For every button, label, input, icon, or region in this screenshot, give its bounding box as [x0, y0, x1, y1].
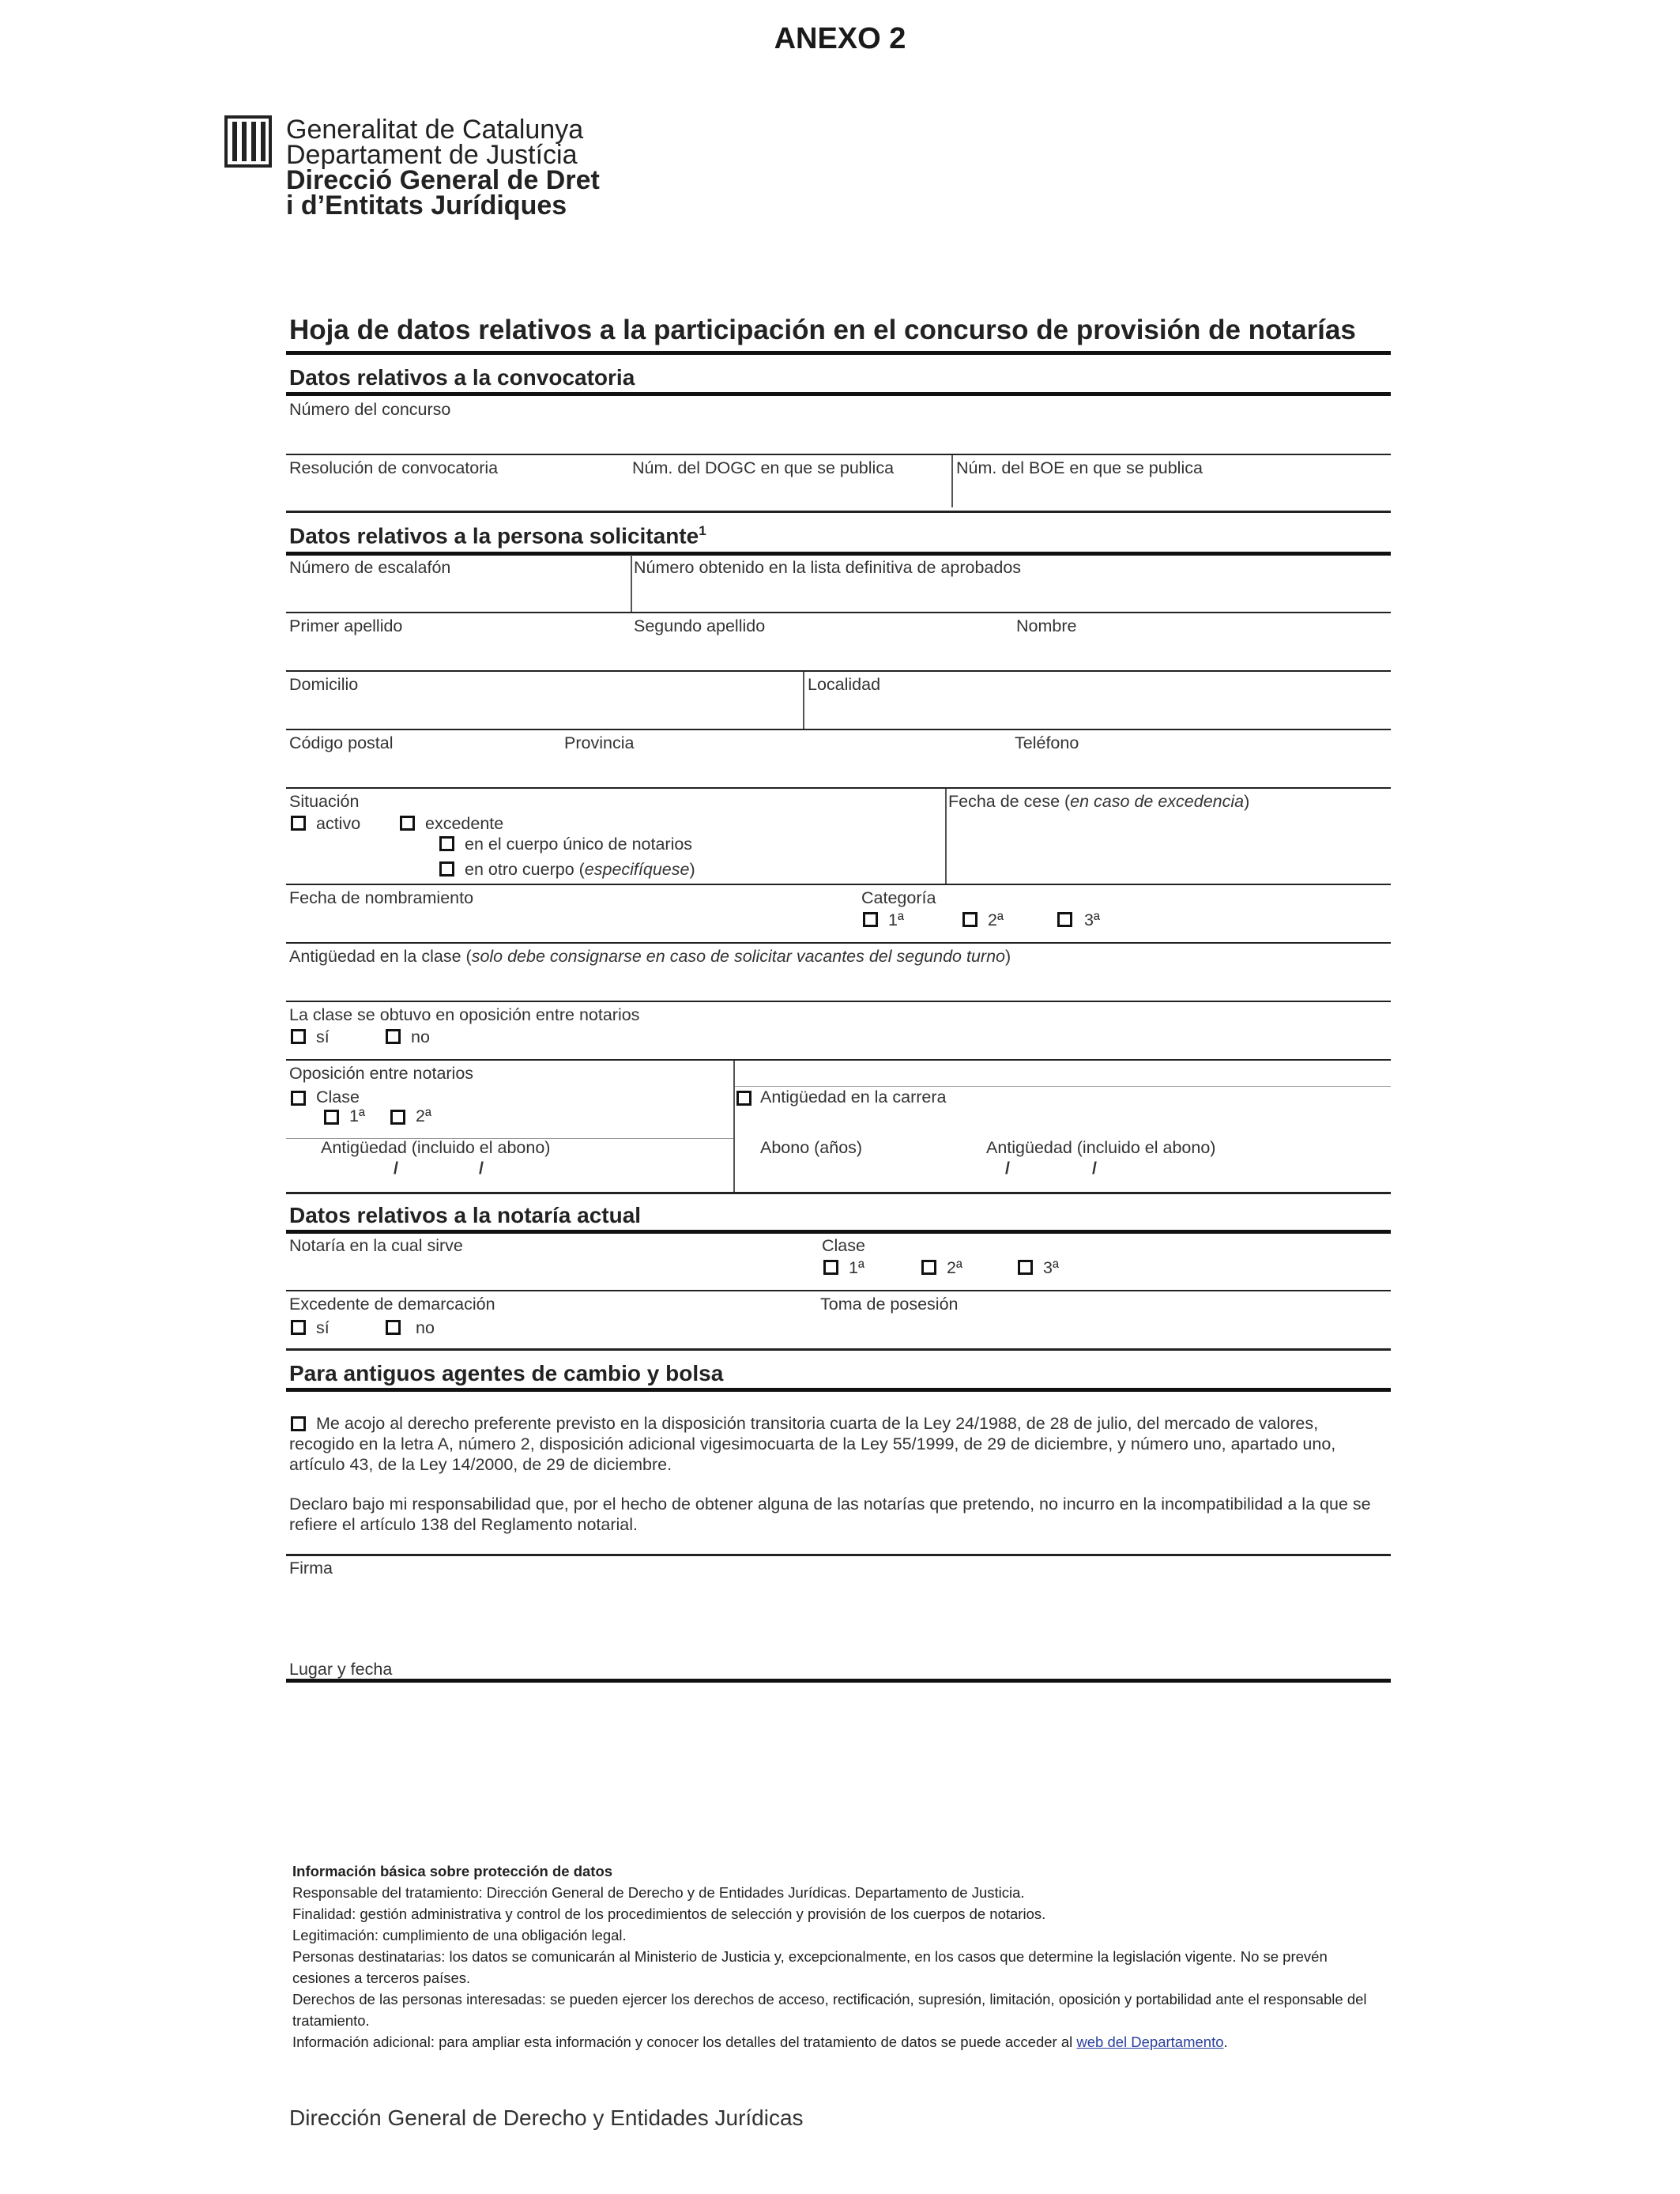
label-situacion: Situación — [289, 792, 360, 811]
section-heading-notaria: Datos relativos a la notaría actual — [289, 1203, 642, 1227]
text-acojo: Me acojo al derecho preferente previsto en la disposición transitoria cuarta de la Ley 24/1988, de 28 de julio, del mercado de valores, recogido en la letra A, número 2, disposición adicional vigesimocuarta de la Ley 55/1999, de 29 de diciembre, y número uno, apartado uno, artículo 43, de la Ley 14/2000, de 29 de diciembre. — [289, 1414, 1336, 1474]
date-separator: / — [394, 1159, 398, 1178]
checkbox-antiguedad-carrera[interactable] — [736, 1091, 751, 1106]
checkbox-activo[interactable] — [291, 816, 306, 831]
divider — [286, 787, 1391, 789]
checkbox-clase[interactable] — [291, 1091, 306, 1106]
label-segundo-apellido: Segundo apellido — [634, 616, 766, 635]
label-telefono: Teléfono — [1015, 733, 1079, 752]
label-provincia: Provincia — [564, 733, 635, 752]
label-antiguedad-abono-2: Antigüedad (incluido el abono) — [986, 1138, 1216, 1157]
data-protection-derechos: Derechos de las personas interesadas: se pueden ejercer los derechos de acceso, rectificación, supresión, limitación, oposición y portabilidad ante el responsable del tratamiento. — [292, 1991, 1367, 2029]
generalitat-logo-icon — [224, 115, 272, 168]
page-footer: Dirección General de Derecho y Entidades Jurídicas — [289, 2105, 804, 2130]
label-lugar-fecha: Lugar y fecha — [289, 1660, 393, 1679]
divider — [286, 612, 1391, 613]
label-notaria-clase-3: 3ª — [1043, 1258, 1059, 1277]
section-heading-agentes: Para antiguos agentes de cambio y bolsa — [289, 1361, 724, 1385]
footnote-mark: 1 — [699, 523, 706, 538]
label-boe: Núm. del BOE en que se publica — [956, 458, 1203, 477]
label-toma-posesion: Toma de posesión — [820, 1295, 959, 1314]
divider — [286, 351, 1391, 355]
data-protection-destinatarias: Personas destinatarias: los datos se comunicarán al Ministerio de Justicia y, excepcionalmente, en los casos que determine la legislación vigente. No se prevén cesiones a terceros países. — [292, 1948, 1328, 1986]
data-protection-heading: Información básica sobre protección de datos — [292, 1863, 613, 1879]
date-separator: / — [479, 1159, 484, 1178]
label-escalafon: Número de escalafón — [289, 558, 451, 577]
checkbox-notaria-clase-1[interactable] — [823, 1260, 838, 1275]
label-lista-aprobados: Número obtenido en la lista definitiva de aprobados — [634, 558, 1022, 577]
divider — [286, 1348, 1391, 1351]
label-nombre: Nombre — [1016, 616, 1077, 635]
annex-title: ANEXO 2 — [774, 22, 906, 55]
label-categoria-1: 1ª — [888, 910, 904, 929]
label-demarcacion-no: no — [416, 1318, 435, 1337]
label-firma: Firma — [289, 1559, 333, 1578]
checkbox-clase-2[interactable] — [390, 1110, 405, 1125]
label-abono-anos: Abono (años) — [760, 1138, 863, 1157]
checkbox-oposicion-si[interactable] — [291, 1029, 306, 1044]
checkbox-excedente[interactable] — [400, 816, 415, 831]
label-cuerpo-unico: en el cuerpo único de notarios — [465, 835, 693, 854]
checkbox-clase-1[interactable] — [324, 1110, 339, 1125]
label-antiguedad-carrera: Antigüedad en la carrera — [760, 1088, 947, 1106]
divider — [286, 392, 1391, 396]
divider — [286, 942, 1391, 944]
checkbox-demarcacion-si[interactable] — [291, 1320, 306, 1335]
divider — [803, 672, 804, 729]
label-numero-concurso: Número del concurso — [289, 400, 451, 419]
label-localidad: Localidad — [808, 675, 881, 694]
checkbox-categoria-2[interactable] — [962, 912, 977, 927]
label-clase-2: 2ª — [416, 1106, 431, 1125]
checkbox-categoria-3[interactable] — [1057, 912, 1072, 927]
label-fecha-cese: Fecha de cese (en caso de excedencia) — [948, 792, 1250, 811]
org-line-2: Departament de Justícia — [286, 140, 578, 170]
divider — [286, 1230, 1391, 1234]
label-oposicion-notarios: Oposición entre notarios — [289, 1064, 474, 1083]
label-domicilio: Domicilio — [289, 675, 359, 694]
data-protection-adicional: Información adicional: para ampliar esta información y conocer los detalles del tratamiento de datos se puede acceder al web del Departamento. — [292, 2034, 1228, 2050]
label-primer-apellido: Primer apellido — [289, 616, 403, 635]
text-declaro: Declaro bajo mi responsabilidad que, por el hecho de obtener alguna de las notarías que pretendo, no incurro en la incompatibilidad a la que se refiere el artículo 138 del Reglamento notarial. — [289, 1495, 1371, 1534]
divider — [286, 1388, 1391, 1392]
divider — [286, 511, 1391, 513]
date-separator: / — [1005, 1159, 1010, 1178]
label-no: no — [411, 1027, 430, 1046]
divider — [286, 454, 1391, 455]
checkbox-otro-cuerpo[interactable] — [439, 861, 454, 876]
data-protection-info — [292, 1860, 1383, 2053]
divider — [286, 670, 1391, 672]
org-line-1: Generalitat de Catalunya — [286, 115, 584, 145]
checkbox-categoria-1[interactable] — [863, 912, 878, 927]
divider — [286, 552, 1391, 556]
divider — [735, 1086, 1391, 1087]
section-heading-convocatoria: Datos relativos a la convocatoria — [289, 365, 635, 390]
label-codigo-postal: Código postal — [289, 733, 394, 752]
label-si: sí — [316, 1027, 330, 1046]
section-heading-solicitante: Datos relativos a la persona solicitante$^1$ — [289, 523, 706, 548]
divider — [951, 455, 953, 507]
label-fecha-nombramiento: Fecha de nombramiento — [289, 888, 474, 907]
org-line-4: i d’Entitats Jurídiques — [286, 190, 567, 221]
divider — [286, 1001, 1391, 1002]
label-activo: activo — [316, 814, 361, 833]
label-notaria-clase-1: 1ª — [849, 1258, 864, 1277]
divider — [286, 1192, 1391, 1194]
label-clase: Clase — [316, 1088, 360, 1106]
divider — [286, 1290, 1391, 1291]
label-antiguedad-clase: Antigüedad en la clase (solo debe consignarse en caso de solicitar vacantes del segundo turno) — [289, 947, 1011, 966]
checkbox-demarcacion-no[interactable] — [386, 1320, 401, 1335]
divider — [286, 729, 1391, 730]
checkbox-notaria-clase-3[interactable] — [1018, 1260, 1033, 1275]
checkbox-oposicion-no[interactable] — [386, 1029, 401, 1044]
divider — [286, 1554, 1391, 1556]
label-antiguedad-abono: Antigüedad (incluido el abono) — [321, 1138, 551, 1157]
divider — [286, 884, 1391, 885]
checkbox-cuerpo-unico[interactable] — [439, 836, 454, 851]
label-clase-oposicion: La clase se obtuvo en oposición entre notarios — [289, 1005, 640, 1024]
label-resolucion: Resolución de convocatoria — [289, 458, 499, 477]
date-separator: / — [1092, 1159, 1097, 1178]
label-otro-cuerpo: en otro cuerpo (especifíquese) — [465, 860, 695, 879]
divider — [631, 555, 632, 612]
label-excedente-demarcacion: Excedente de demarcación — [289, 1295, 495, 1314]
label-categoria: Categoría — [861, 888, 936, 907]
data-protection-finalidad: Finalidad: gestión administrativa y control de los procedimientos de selección y provisión de los cuerpos de notarios. — [292, 1906, 1046, 1922]
data-protection-legitimacion: Legitimación: cumplimiento de una obligación legal. — [292, 1927, 627, 1943]
divider — [733, 1061, 735, 1192]
label-excedente: excedente — [425, 814, 504, 833]
web-departamento-link[interactable]: web del Departamento — [1076, 2034, 1224, 2050]
checkbox-notaria-clase-2[interactable] — [921, 1260, 936, 1275]
label-demarcacion-si: sí — [316, 1318, 330, 1337]
org-line-3: Direcció General de Dret — [286, 165, 600, 195]
label-clase-notaria: Clase — [822, 1236, 865, 1255]
label-categoria-3: 3ª — [1084, 910, 1100, 929]
label-notaria: Notaría en la cual sirve — [289, 1236, 463, 1255]
label-notaria-clase-2: 2ª — [947, 1258, 962, 1277]
divider — [286, 1679, 1391, 1683]
document-title: Hoja de datos relativos a la participación en el concurso de provisión de notarías — [289, 315, 1356, 345]
divider — [286, 1059, 1391, 1061]
label-dogc: Núm. del DOGC en que se publica — [632, 458, 895, 477]
divider — [945, 789, 947, 884]
label-clase-1: 1ª — [349, 1106, 365, 1125]
data-protection-responsable: Responsable del tratamiento: Dirección General de Derecho y de Entidades Jurídicas. Departamento de Justicia. — [292, 1884, 1025, 1901]
label-categoria-2: 2ª — [988, 910, 1004, 929]
